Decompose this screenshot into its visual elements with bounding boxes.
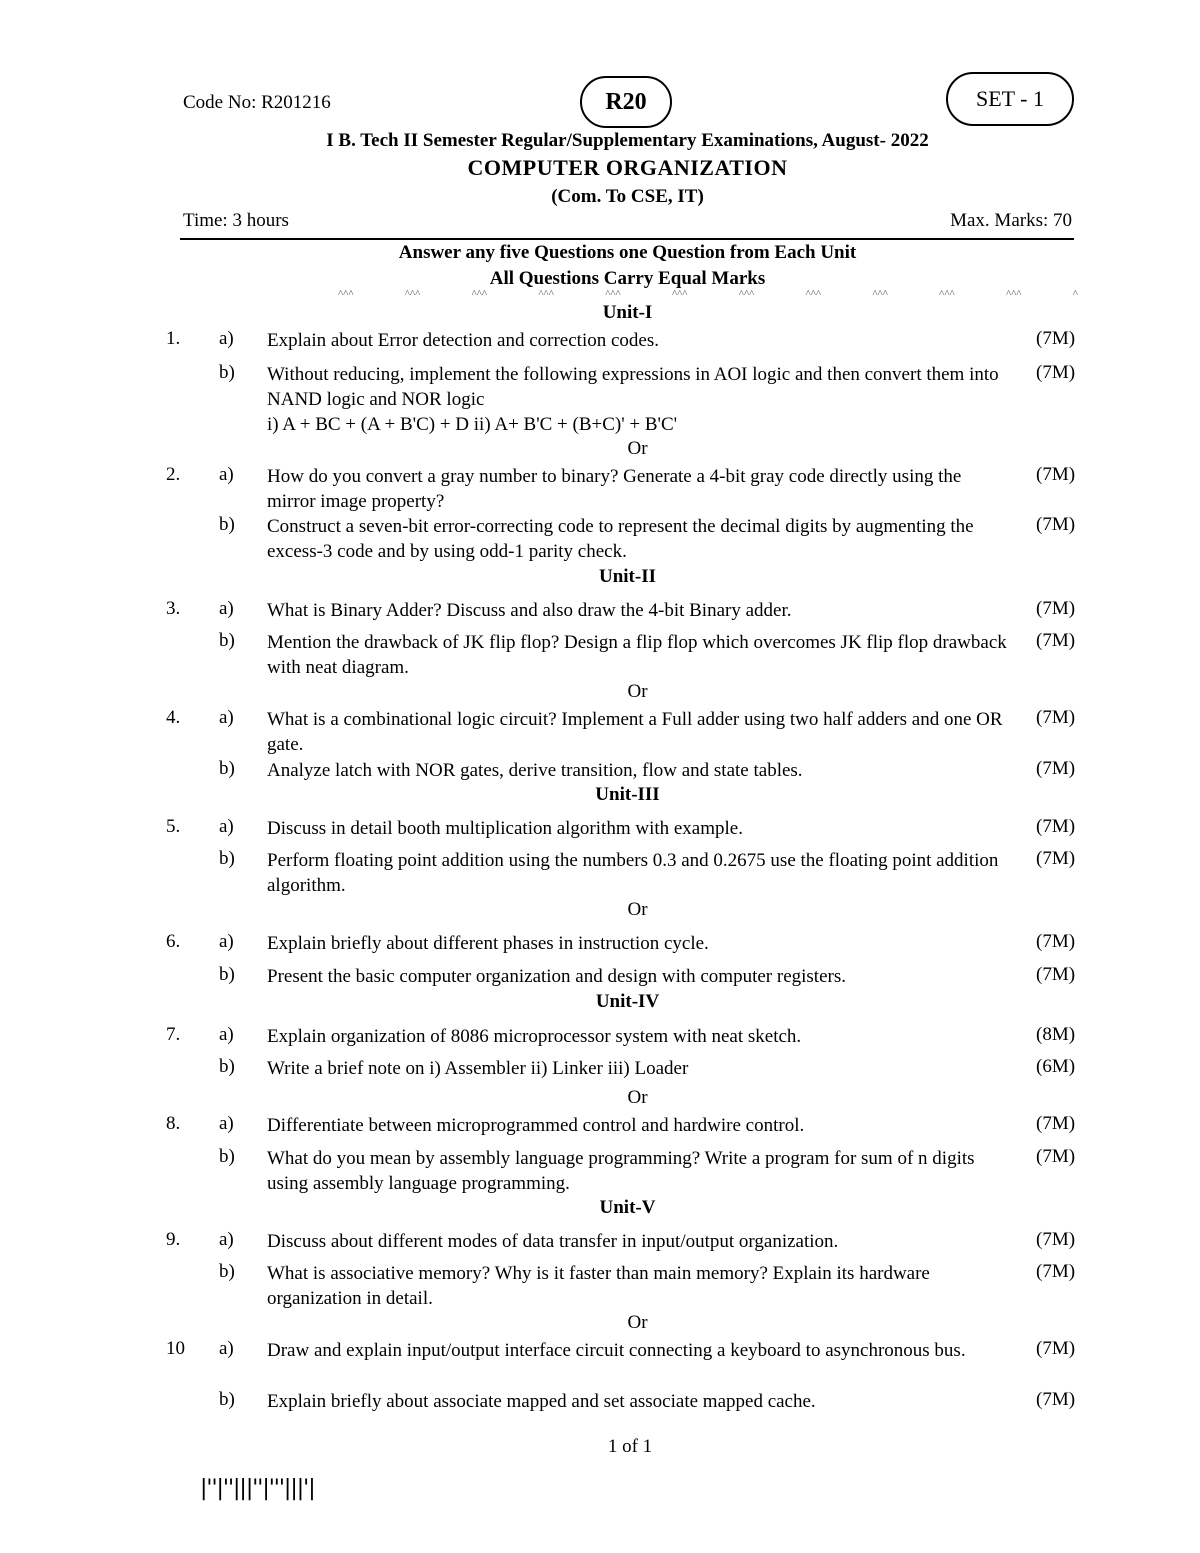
branches: (Com. To CSE, IT) bbox=[551, 186, 704, 207]
question-number: 10 bbox=[166, 1338, 185, 1359]
part-label: b) bbox=[219, 964, 235, 985]
part-label: a) bbox=[219, 1338, 234, 1359]
question-marks: (7M) bbox=[1036, 464, 1076, 485]
part-label: a) bbox=[219, 1113, 234, 1134]
question-text: Differentiate between microprogrammed control and hardwire control. bbox=[267, 1115, 805, 1136]
question-marks: (7M) bbox=[1036, 1229, 1076, 1250]
question-marks: (7M) bbox=[1036, 328, 1076, 349]
question-text: Construct a seven-bit error-correcting code to represent the decimal digits by augmenting the excess-3 code and by using odd-1 parity check. bbox=[267, 516, 974, 562]
dot-mark: ^^^ bbox=[404, 288, 421, 300]
part-label: b) bbox=[219, 758, 235, 779]
question-text: Mention the drawback of JK flip flop? Design a flip flop which overcomes JK flip flop drawback with neat diagram. bbox=[267, 632, 1007, 678]
dot-mark: ^^^ bbox=[939, 288, 955, 300]
exam-duration: Time: 3 hours bbox=[183, 210, 289, 231]
question-text: Write a brief note on i) Assembler ii) Linker iii) Loader bbox=[267, 1058, 689, 1079]
question-marks: (7M) bbox=[1036, 848, 1076, 869]
part-label: b) bbox=[219, 1146, 235, 1167]
question-text: Explain organization of 8086 microprocessor system with neat sketch. bbox=[267, 1026, 802, 1047]
question-marks: (7M) bbox=[1036, 1146, 1076, 1167]
part-label: b) bbox=[219, 1261, 235, 1282]
regulation-badge: R20 bbox=[580, 76, 672, 128]
question-text: What do you mean by assembly language programming? Write a program for sum of n digits using assembly language programming. bbox=[267, 1148, 975, 1194]
question-marks: (7M) bbox=[1036, 1113, 1076, 1134]
question-text: Perform floating point addition using the numbers 0.3 and 0.2675 use the floating point addition algorithm. bbox=[267, 850, 999, 896]
question-text: Explain about Error detection and correction codes. bbox=[267, 330, 659, 351]
question-marks: (8M) bbox=[1036, 1024, 1076, 1045]
dot-mark: ^^^ bbox=[338, 288, 354, 300]
question-number: 3. bbox=[166, 598, 181, 619]
question-marks: (7M) bbox=[1036, 630, 1076, 651]
question-text: What is associative memory? Why is it faster than main memory? Explain its hardware organization in detail. bbox=[267, 1263, 930, 1309]
question-marks: (7M) bbox=[1036, 514, 1076, 535]
question-marks: (7M) bbox=[1036, 598, 1076, 619]
part-label: a) bbox=[219, 1229, 234, 1250]
decorative-dots bbox=[338, 288, 1078, 300]
question-number: 7. bbox=[166, 1024, 181, 1045]
part-label: a) bbox=[219, 328, 234, 349]
question-marks: (7M) bbox=[1036, 816, 1076, 837]
part-label: b) bbox=[219, 630, 235, 651]
barcode: |''|''|||''|'''|||'| bbox=[200, 1476, 315, 1501]
question-text: Discuss about different modes of data transfer in input/output organization. bbox=[267, 1231, 839, 1252]
question-text: Draw and explain input/output interface circuit connecting a keyboard to asynchronous bus. bbox=[267, 1340, 966, 1361]
question-number: 5. bbox=[166, 816, 181, 837]
or-separator: Or bbox=[627, 438, 648, 459]
instruction-line-2: All Questions Carry Equal Marks bbox=[489, 268, 766, 289]
unit-heading: Unit-V bbox=[599, 1197, 656, 1218]
question-number: 9. bbox=[166, 1229, 181, 1250]
question-number: 2. bbox=[166, 464, 181, 485]
part-label: a) bbox=[219, 816, 234, 837]
part-label: a) bbox=[219, 598, 234, 619]
dot-mark: ^^^ bbox=[1005, 288, 1022, 300]
or-separator: Or bbox=[627, 681, 648, 702]
question-number: 4. bbox=[166, 707, 181, 728]
dot-mark: ^ bbox=[1072, 288, 1078, 300]
dot-mark: ^^^ bbox=[605, 288, 621, 300]
part-label: b) bbox=[219, 362, 235, 383]
subject-title: COMPUTER ORGANIZATION bbox=[467, 155, 788, 180]
dot-mark: ^^^ bbox=[738, 288, 755, 300]
question-marks: (7M) bbox=[1036, 1338, 1076, 1359]
dot-mark: ^^^ bbox=[805, 288, 822, 300]
question-text: What is Binary Adder? Discuss and also draw the 4-bit Binary adder. bbox=[267, 600, 792, 621]
question-expression: i) A + BC + (A + B'C) + D ii) A+ B'C + (B+C)' + B'C' bbox=[267, 414, 678, 435]
set-badge: SET - 1 bbox=[946, 72, 1074, 126]
question-marks: (7M) bbox=[1036, 964, 1076, 985]
part-label: b) bbox=[219, 1056, 235, 1077]
or-separator: Or bbox=[627, 899, 648, 920]
part-label: a) bbox=[219, 707, 234, 728]
question-marks: (7M) bbox=[1036, 362, 1076, 383]
part-label: a) bbox=[219, 1024, 234, 1045]
question-marks: (7M) bbox=[1036, 707, 1076, 728]
dot-mark: ^^^ bbox=[471, 288, 488, 300]
question-marks: (6M) bbox=[1036, 1056, 1076, 1077]
question-marks: (7M) bbox=[1036, 931, 1076, 952]
question-text-line: Without reducing, implement the following expressions in AOI logic and then convert them into NAND logic and NOR logic bbox=[267, 364, 999, 410]
part-label: b) bbox=[219, 514, 235, 535]
exam-title: I B. Tech II Semester Regular/Supplementary Examinations, August- 2022 bbox=[326, 130, 929, 151]
max-marks: Max. Marks: 70 bbox=[950, 210, 1072, 231]
question-number: 8. bbox=[166, 1113, 181, 1134]
part-label: b) bbox=[219, 1389, 235, 1410]
question-text: What is a combinational logic circuit? Implement a Full adder using two half adders and one OR gate. bbox=[267, 709, 1003, 755]
question-text: Analyze latch with NOR gates, derive transition, flow and state tables. bbox=[267, 760, 803, 781]
dot-mark: ^^^ bbox=[538, 288, 554, 300]
question-number: 1. bbox=[166, 328, 181, 349]
page-number: 1 of 1 bbox=[607, 1436, 653, 1457]
question-marks: (7M) bbox=[1036, 1389, 1076, 1410]
question-marks: (7M) bbox=[1036, 1261, 1076, 1282]
part-label: b) bbox=[219, 848, 235, 869]
question-text bbox=[267, 362, 1007, 437]
question-number: 6. bbox=[166, 931, 181, 952]
question-text: Explain briefly about associate mapped and set associate mapped cache. bbox=[267, 1391, 816, 1412]
instruction-line-1: Answer any five Questions one Question from Each Unit bbox=[398, 242, 857, 263]
question-text: How do you convert a gray number to binary? Generate a 4-bit gray code directly using the mirror image property? bbox=[267, 466, 962, 512]
header-divider bbox=[180, 238, 1074, 240]
unit-heading: Unit-II bbox=[598, 566, 656, 587]
question-text: Explain briefly about different phases in instruction cycle. bbox=[267, 933, 709, 954]
unit-heading: Unit-I bbox=[602, 302, 653, 323]
part-label: a) bbox=[219, 464, 234, 485]
part-label: a) bbox=[219, 931, 234, 952]
question-text: Discuss in detail booth multiplication algorithm with example. bbox=[267, 818, 743, 839]
code-number: Code No: R201216 bbox=[183, 92, 331, 113]
question-marks: (7M) bbox=[1036, 758, 1076, 779]
dot-mark: ^^^ bbox=[671, 288, 688, 300]
unit-heading: Unit-III bbox=[595, 784, 660, 805]
or-separator: Or bbox=[627, 1087, 648, 1108]
question-text: Present the basic computer organization and design with computer registers. bbox=[267, 966, 846, 987]
or-separator: Or bbox=[627, 1312, 648, 1333]
unit-heading: Unit-IV bbox=[595, 991, 660, 1012]
dot-mark: ^^^ bbox=[872, 288, 888, 300]
